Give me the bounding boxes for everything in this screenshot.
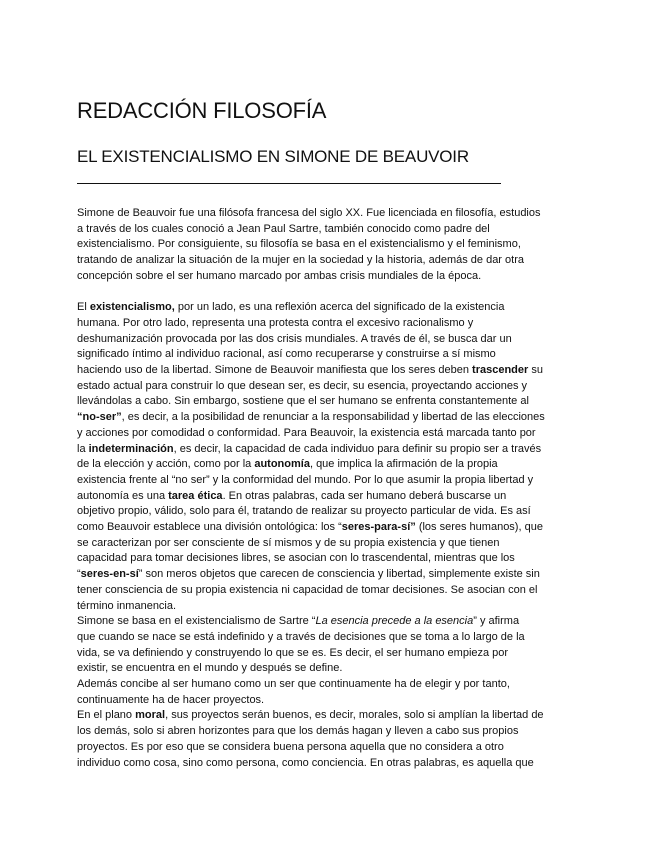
text-line (77, 504, 583, 520)
text-line (77, 206, 583, 222)
text-run: Simone se basa en el existencialismo de Sartre “ (77, 615, 316, 628)
text-line (77, 583, 583, 599)
bold-term: moral (135, 709, 166, 722)
title-divider (77, 183, 501, 184)
text-line (77, 222, 583, 238)
text-line (77, 708, 583, 724)
text-line (77, 410, 583, 426)
text-run: El (77, 301, 90, 314)
text-run: objetivo propio, válido, solo para él, tratando de realizar su proyecto particular de vida. Es así (77, 505, 531, 518)
text-run: existencia frente al “no ser” y la conformidad del mundo. Por lo que asumir la propia libertad y (77, 473, 534, 486)
bold-term: “no-ser” (77, 411, 122, 424)
text-run: autonomía es una (77, 489, 169, 502)
text-line (77, 599, 583, 615)
text-line (77, 300, 583, 316)
text-run: su (528, 364, 543, 377)
text-line (77, 520, 583, 536)
text-run: como Beauvoir establece una división ontológica: los “ (77, 521, 342, 534)
text-run: (los seres humanos), que (415, 521, 543, 534)
text-run: y acciones por comodidad o conformidad. Para Beauvoir, la existencia está marcada tanto por (77, 426, 536, 439)
text-line (77, 442, 583, 458)
text-run: , que implica la afirmación de la propia (309, 458, 498, 471)
text-run: de la elección y acción, como por la (77, 458, 255, 471)
text-run: llevándolas a cabo. Sin embargo, sostiene que el ser humano se enfrenta constantemente al (77, 395, 529, 408)
text-line (77, 489, 583, 505)
text-run: estado actual para construir lo que desean ser, es decir, su esencia, proyectando acciones y (77, 379, 528, 392)
text-run: existencialismo. Por consiguiente, su filosofía se basa en el existencialismo y el feminismo, (77, 238, 521, 251)
text-line (77, 661, 583, 677)
text-run: ” y afirma (473, 615, 520, 628)
text-line (77, 253, 583, 269)
text-run: la (77, 442, 89, 455)
bold-term: trascender (472, 364, 529, 377)
text-run: término inmanencia. (77, 599, 177, 612)
text-line (77, 269, 583, 285)
text-run: , es decir, a la posibilidad de renunciar a la responsabilidad y libertad de las elecciones (121, 411, 545, 424)
text-run: , sus proyectos serán buenos, es decir, morales, solo si amplían la libertad de (165, 709, 544, 722)
text-run: , es decir, la capacidad de cada individuo para definir su propio ser a través (173, 442, 542, 455)
text-line (77, 551, 583, 567)
text-run: individuo como cosa, sino como persona, como conciencia. En otras palabras, es aquella que (77, 756, 534, 769)
text-line (77, 457, 583, 473)
text-run: Además concibe al ser humano como un ser que continuamente ha de elegir y por tanto, (77, 678, 510, 691)
text-run: En el plano (77, 709, 136, 722)
text-line (77, 756, 583, 772)
text-line (77, 347, 583, 363)
text-run: haciendo uso de la libertad. Simone de Beauvoir manifiesta que los seres deben (77, 364, 473, 377)
body-paragraph (77, 300, 583, 771)
text-run: concepción sobre el ser humano marcado por ambas crisis mundiales de la época. (77, 269, 482, 282)
text-line (77, 237, 583, 253)
text-line (77, 316, 583, 332)
document-subtitle: EL EXISTENCIALISMO EN SIMONE DE BEAUVOIR (77, 147, 469, 166)
text-run: proyectos. Es por eso que se considera buena persona aquella que no considera a otro (77, 740, 504, 753)
text-line (77, 363, 583, 379)
text-run: por un lado, es una reflexión acerca del significado de la existencia (174, 301, 505, 314)
text-run: a través de los cuales conoció a Jean Paul Sartre, también conocido como padre del (77, 222, 490, 235)
text-run: humana. Por otro lado, representa una protesta contra el excesivo racionalismo y (77, 316, 474, 329)
document-body (77, 206, 583, 771)
text-line (77, 567, 583, 583)
text-line (77, 724, 583, 740)
text-line (77, 473, 583, 489)
text-line (77, 740, 583, 756)
bold-term: existencialismo, (89, 301, 175, 314)
body-paragraph (77, 206, 583, 285)
text-line (77, 426, 583, 442)
italic-quote: La esencia precede a la esencia (315, 615, 474, 628)
text-line (77, 646, 583, 662)
text-run: vida, se va definiendo y construyendo lo que se es. Es decir, el ser humano empieza por (77, 646, 509, 659)
text-run: se caracterizan por ser consciente de sí mismos y de su propia existencia y que tienen (77, 536, 500, 549)
text-line (77, 536, 583, 552)
bold-term: autonomía (254, 458, 310, 471)
bold-term: tarea ética (168, 489, 223, 502)
bold-term: seres-en-sí (80, 568, 139, 581)
text-run: que cuando se nace se está indefinido y a través de decisiones que se toma a lo largo de la (77, 630, 525, 643)
text-line (77, 677, 583, 693)
text-run: existir, se encuentra en el mundo y después se define. (77, 662, 343, 675)
text-run: los demás, solo si abren horizontes para que los demás hagan y lleven a cabo sus propios (77, 725, 519, 738)
text-line (77, 630, 583, 646)
text-run: significado íntimo al individuo racional, así como recuperarse y construirse a sí mismo (77, 348, 496, 361)
bold-term: seres-para-sí” (341, 521, 416, 534)
text-run: tratando de analizar la situación de la mujer en la sociedad y la historia, además de dar otra (77, 254, 524, 267)
text-line (77, 379, 583, 395)
text-line (77, 614, 583, 630)
text-run: continuamente ha de hacer proyectos. (77, 693, 265, 706)
paragraph-gap (77, 285, 583, 301)
bold-term: indeterminación (88, 442, 174, 455)
text-run: “ (77, 568, 81, 581)
text-run: . En otras palabras, cada ser humano deberá buscarse un (222, 489, 507, 502)
document-title: REDACCIÓN FILOSOFÍA (77, 98, 327, 123)
text-line (77, 332, 583, 348)
text-line (77, 693, 583, 709)
text-run: tener consciencia de su propia existencia ni capacidad de tomar decisiones. Se asocian con el (77, 583, 538, 596)
text-run: deshumanización provocada por las dos crisis mundiales. A través de él, se busca dar un (77, 332, 512, 345)
text-line (77, 394, 583, 410)
text-run: ” son meros objetos que carecen de consciencia y libertad, simplemente existe sin (138, 568, 540, 581)
text-run: Simone de Beauvoir fue una filósofa francesa del siglo XX. Fue licenciada en filosofía, estudios (77, 207, 541, 219)
text-run: capacidad para tomar decisiones libres, se asocian con lo trascendental, mientras que los (77, 552, 515, 565)
